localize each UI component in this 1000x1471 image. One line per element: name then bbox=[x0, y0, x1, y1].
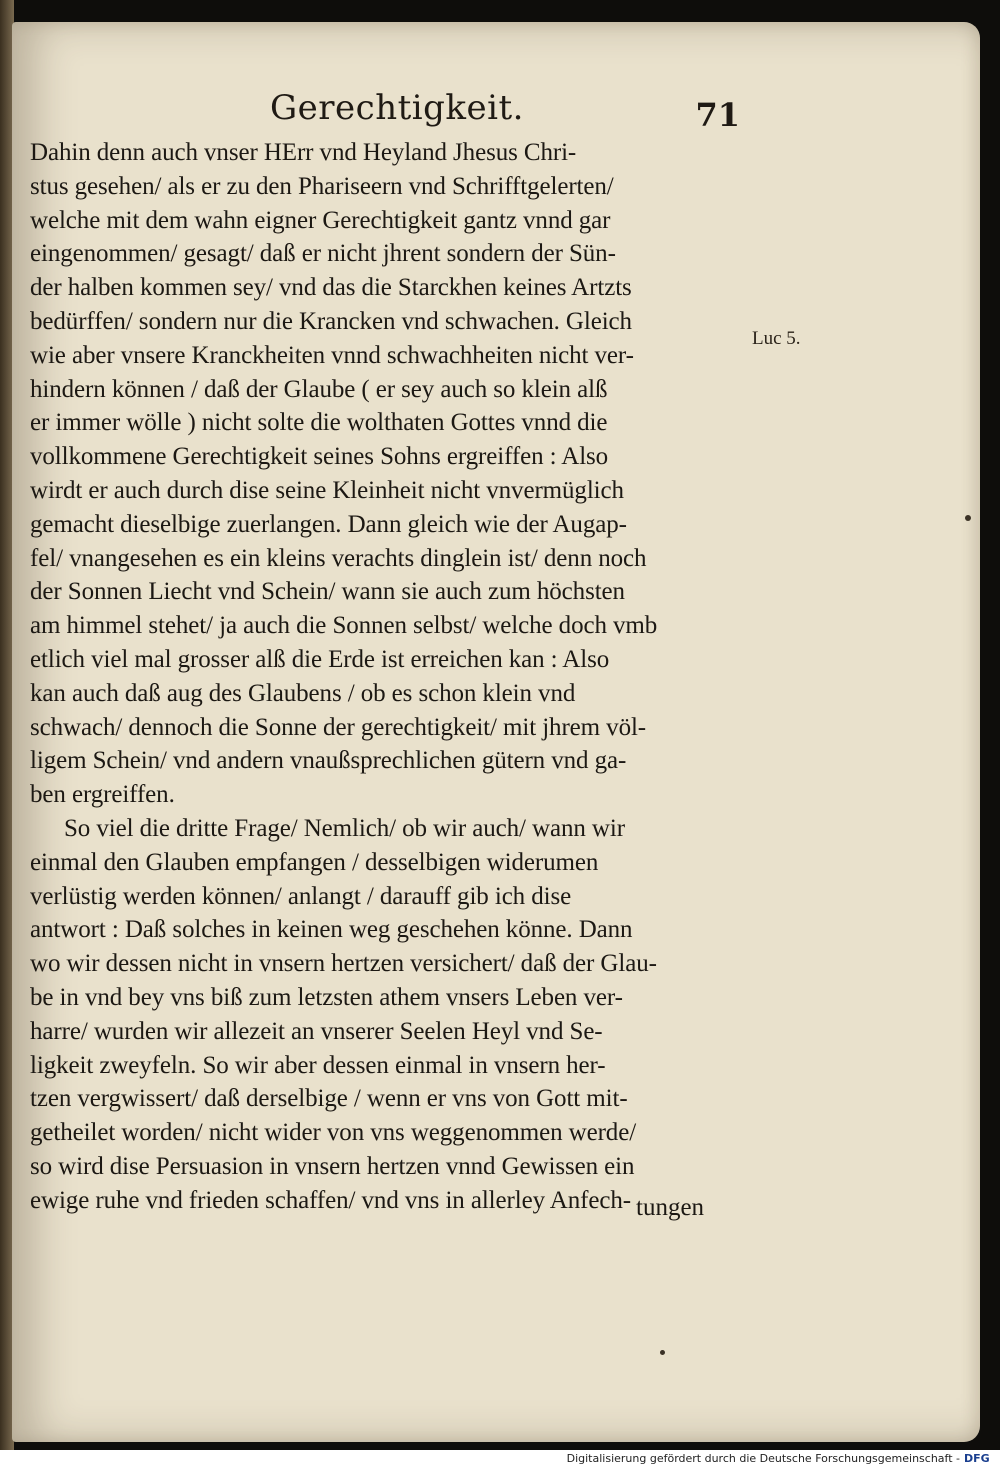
footer-credit: Digitalisierung gefördert durch die Deutsche Forschungsgemeinschaft - bbox=[566, 1452, 960, 1465]
text-line: kan auch daß aug des Glaubens / ob es schon klein vnd bbox=[30, 679, 576, 707]
text-line: getheilet worden/ nicht wider von vns weggenommen werde/ bbox=[30, 1119, 637, 1147]
text-line: wo wir dessen nicht in vnsern hertzen versichert/ daß der Glau- bbox=[30, 950, 657, 978]
text-line: ewige ruhe vnd frieden schaffen/ vnd vns in allerley Anfech- bbox=[30, 1186, 631, 1214]
text-line: antwort : Daß solches in keinen weg geschehen könne. Dann bbox=[30, 916, 633, 944]
marginal-note: Luc 5. bbox=[752, 328, 801, 349]
text-line: wie aber vnsere Kranckheiten vnnd schwachheiten nicht ver- bbox=[30, 341, 634, 369]
running-title: Gerechtigkeit. bbox=[270, 88, 524, 128]
text-line: Dahin denn auch vnser HErr vnd Heyland Jhesus Chri- bbox=[30, 139, 577, 166]
text-line: eingenommen/ gesagt/ daß er nicht jhrent sondern der Sün- bbox=[30, 240, 616, 268]
text-line: ligem Schein/ vnd andern vnaußsprechlichen gütern vnd ga- bbox=[30, 747, 627, 775]
ink-speck bbox=[660, 1350, 665, 1355]
text-line: schwach/ dennoch die Sonne der gerechtigkeit/ mit jhrem völ- bbox=[30, 713, 647, 741]
text-line: er immer wölle ) nicht solte die wolthaten Gottes vnnd die bbox=[30, 409, 608, 437]
text-line: be in vnd bey vns biß zum letzsten athem vnsers Leben ver- bbox=[30, 983, 623, 1011]
page-number: 71 bbox=[695, 96, 740, 134]
footer-bar bbox=[0, 1450, 1000, 1471]
text-line: fel/ vnangesehen es ein kleins verachts dinglein ist/ denn noch bbox=[30, 544, 647, 572]
text-line: der halben kommen sey/ vnd das die Starckhen keines Artzts bbox=[30, 274, 632, 302]
text-line: so wird dise Persuasion in vnsern hertzen vnnd Gewissen ein bbox=[30, 1152, 635, 1180]
text-line: stus gesehen/ als er zu den Phariseern vnd Schrifftgelerten/ bbox=[30, 172, 614, 200]
text-line: verlüstig werden können/ anlangt / darauff gib ich dise bbox=[30, 882, 572, 910]
text-line: So viel die dritte Frage/ Nemlich/ ob wir auch/ wann wir bbox=[64, 814, 625, 842]
text-line: gemacht dieselbige zuerlangen. Dann gleich wie der Augap- bbox=[30, 510, 627, 538]
text-line: etlich viel mal grosser alß die Erde ist erreichen kan : Also bbox=[30, 645, 610, 673]
catchword: tungen bbox=[636, 1194, 705, 1221]
text-line: hindern können / daß der Glaube ( er sey auch so klein alß bbox=[30, 375, 608, 403]
text-line: wirdt er auch durch dise seine Kleinheit nicht vnvermüglich bbox=[30, 476, 624, 504]
dfg-logo: DFG bbox=[964, 1452, 990, 1465]
text-line: ligkeit zweyfeln. So wir aber dessen einmal in vnsern her- bbox=[30, 1051, 606, 1079]
text-line: bedürffen/ sondern nur die Krancken vnd schwachen. Gleich bbox=[30, 307, 632, 335]
text-line: welche mit dem wahn eigner Gerechtigkeit gantz vnnd gar bbox=[30, 206, 611, 234]
text-line: der Sonnen Liecht vnd Schein/ wann sie auch zum höchsten bbox=[30, 578, 625, 606]
text-line: tzen vergwissert/ daß derselbige / wenn er vns von Gott mit- bbox=[30, 1085, 628, 1113]
body-text bbox=[30, 136, 742, 1218]
text-line: ben ergreiffen. bbox=[30, 781, 175, 809]
text-line: vollkommene Gerechtigkeit seines Sohns ergreiffen : Also bbox=[30, 443, 609, 471]
running-head bbox=[270, 88, 740, 134]
text-line: einmal den Glauben empfangen / desselbigen widerumen bbox=[30, 848, 599, 876]
text-line: harre/ wurden wir allezeit an vnserer Seelen Heyl vnd Se- bbox=[30, 1017, 603, 1045]
text-line: am himmel stehet/ ja auch die Sonnen selbst/ welche doch vmb bbox=[30, 612, 658, 640]
ink-speck bbox=[965, 515, 971, 521]
